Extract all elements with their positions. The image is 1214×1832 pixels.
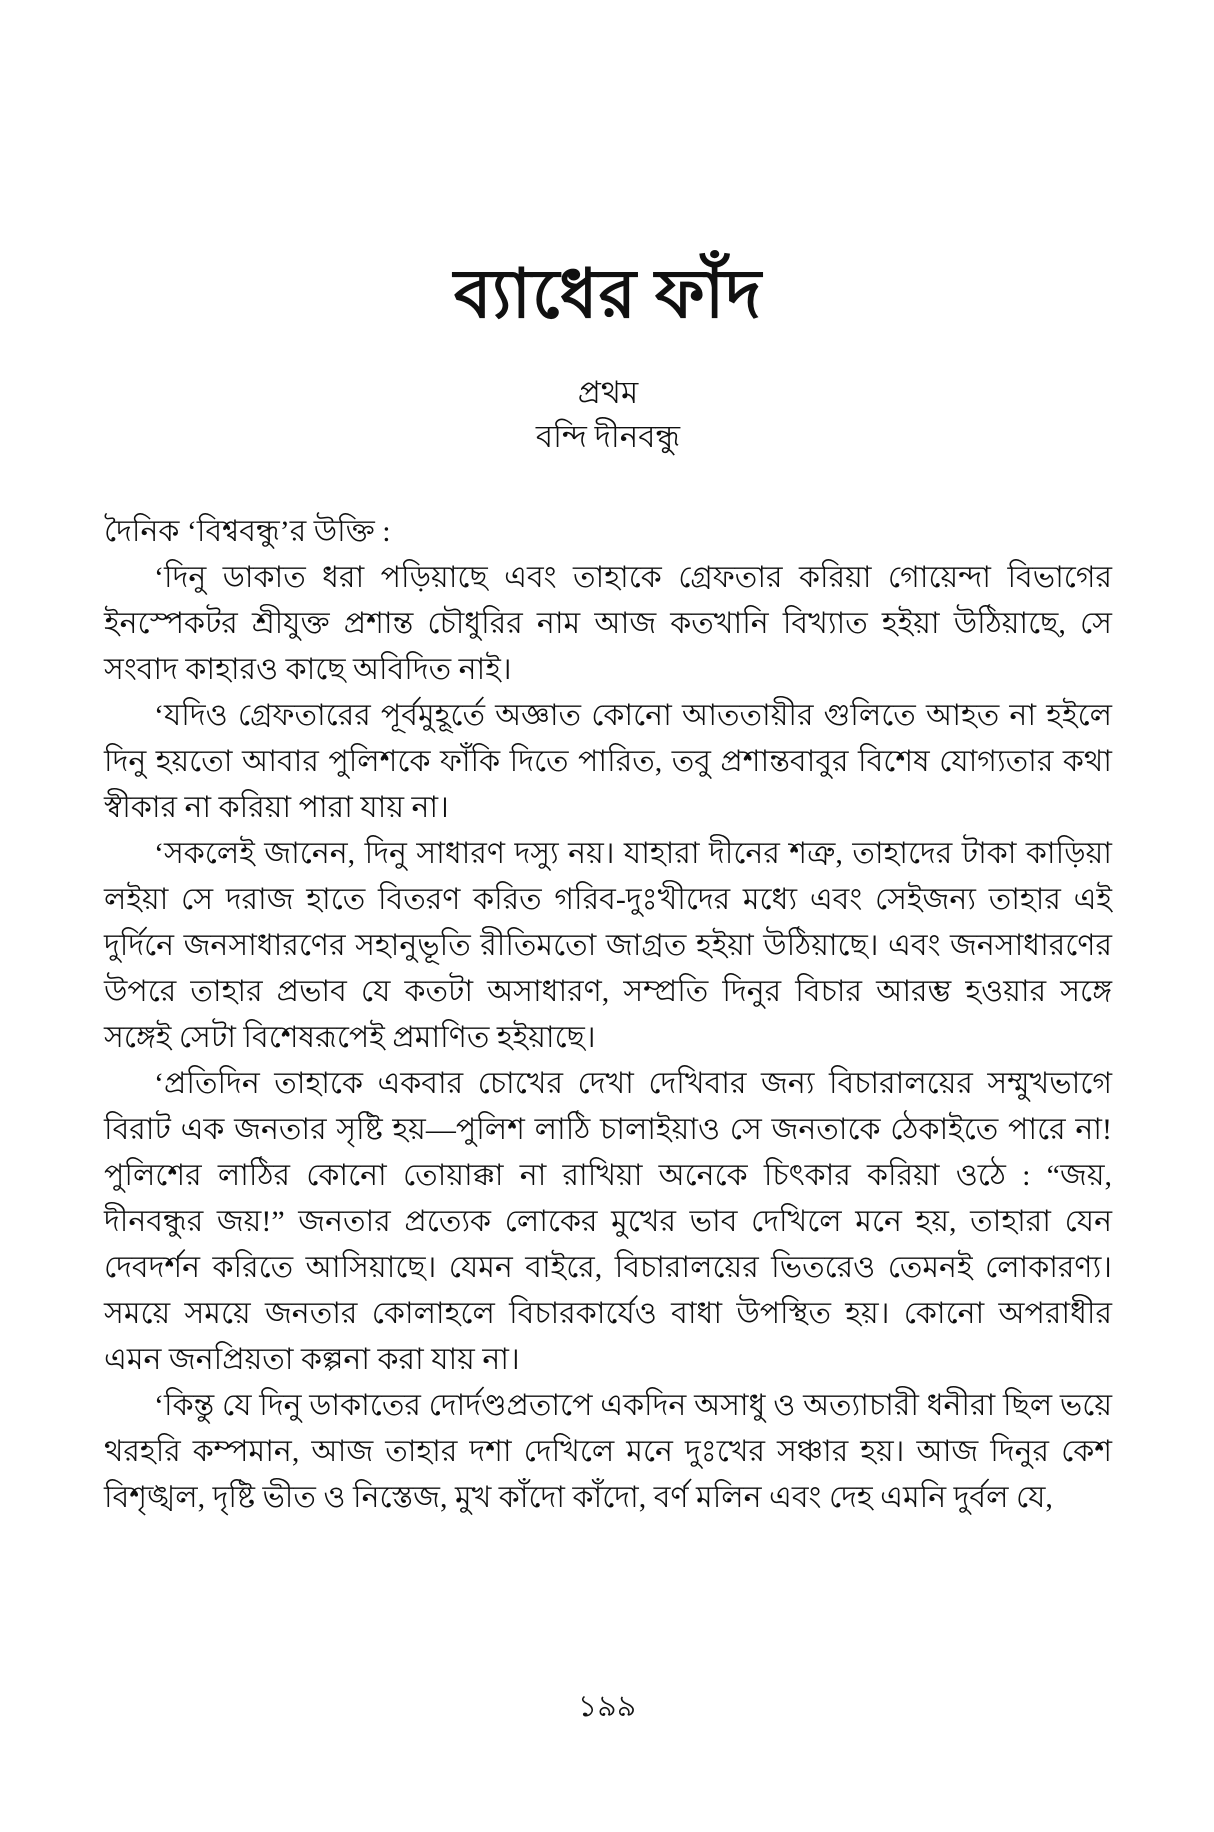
part-label: প্রথম (577, 375, 639, 410)
chapter-subtitle-block (104, 371, 1112, 459)
paragraph-1: ‘দিনু ডাকাত ধরা পড়িয়াছে এবং তাহাকে গ্রেফতার করিয়া গোয়েন্দা বিভাগের ইনস্পেকটর শ্রীযুক্ত প্রশান্ত চৌধুরির নাম আজ কতখানি বিখ্যাত হইয়া উঠিয়াছে, সে সংবাদ কাহারও কাছে অবিদিত নাই। (104, 561, 1112, 686)
paragraph-3: ‘সকলেই জানেন, দিনু সাধারণ দস্যু নয়। যাহারা দীনের শত্রু, তাহাদের টাকা কাড়িয়া লইয়া সে দরাজ হাতে বিতরণ করিত গরিব-দুঃখীদের মধ্যে এবং সেইজন্য তাহার এই দুর্দিনে জনসাধারণের সহানুভূতি রীতিমতো জাগ্রত হইয়া উঠিয়াছে। এবং জনসাধারণের উপরে তাহার প্রভাব যে কতটা অসাধারণ, সম্প্রতি দিনুর বিচার আরম্ভ হওয়ার সঙ্গে সঙ্গেই সেটা বিশেষরূপেই প্রমাণিত হইয়াছে। (104, 837, 1112, 1054)
body-text (104, 509, 1112, 1521)
chapter-title: বন্দি দীনবন্ধু (535, 419, 681, 454)
paragraph-2: ‘যদিও গ্রেফতারের পূর্বমুহূর্তে অজ্ঞাত কোনো আততায়ীর গুলিতে আহত না হইলে দিনু হয়তো আবার পুলিশকে ফাঁকি দিতে পারিত, তবু প্রশান্তবাবুর বিশেষ যোগ্যতার কথা স্বীকার না করিয়া পারা যায় না। (104, 699, 1112, 824)
intro-line: দৈনিক ‘বিশ্ববন্ধু’র উক্তি : (104, 515, 391, 548)
paragraph-4: ‘প্রতিদিন তাহাকে একবার চোখের দেখা দেখিবার জন্য বিচারালয়ের সম্মুখভাগে বিরাট এক জনতার সৃষ্টি হয়—পুলিশ লাঠি চালাইয়াও সে জনতাকে ঠেকাইতে পারে না! পুলিশের লাঠির কোনো তোয়াক্কা না রাখিয়া অনেকে চিৎকার করিয়া ওঠে : “জয়, দীনবন্ধুর জয়!” জনতার প্রত্যেক লোকের মুখের ভাব দেখিলে মনে হয়, তাহারা যেন দেবদর্শন করিতে আসিয়াছে। যেমন বাইরে, বিচারালয়ের ভিতরেও তেমনই লোকারণ্য। সময়ে সময়ে জনতার কোলাহলে বিচারকার্যেও বাধা উপস্থিত হয়। কোনো অপরাধীর এমন জনপ্রিয়তা কল্পনা করা যায় না। (104, 1067, 1112, 1376)
page-title: ব্যাধের ফাঁদ (453, 256, 763, 332)
paragraph-5: ‘কিন্তু যে দিনু ডাকাতের দোর্দণ্ডপ্রতাপে একদিন অসাধু ও অত্যাচারী ধনীরা ছিল ভয়ে থরহরি কম্পমান, আজ তাহার দশা দেখিলে মনে দুঃখের সঞ্চার হয়। আজ দিনুর কেশ বিশৃঙ্খল, দৃষ্টি ভীত ও নিস্তেজ, মুখ কাঁদো কাঁদো, বর্ণ মলিন এবং দেহ এমনি দুর্বল যে, (104, 1389, 1112, 1514)
page-number: ১৯৯ (577, 1690, 637, 1723)
